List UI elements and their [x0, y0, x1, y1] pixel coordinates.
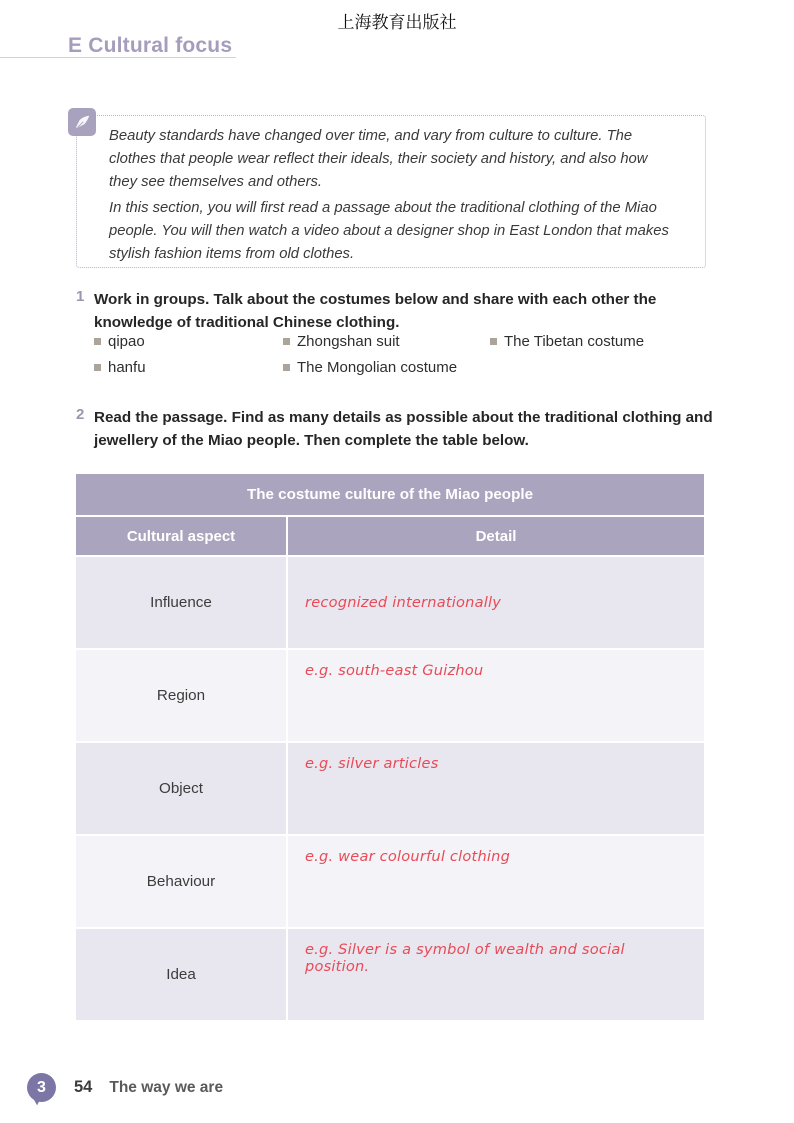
costume-label: hanfu: [108, 359, 146, 376]
aspect-cell: Idea: [76, 929, 286, 1020]
costume-label: qipao: [108, 333, 145, 350]
intro-paragraph-1: Beauty standards have changed over time, and vary from culture to culture. The clothes that people wear reflect their ideals, their society and history, and also how they see themselves and others.: [109, 128, 648, 190]
costume-list: [94, 333, 644, 376]
exercise-1-instruction: Work in groups. Talk about the costumes below and share with each other the knowledge of traditional Chinese clothing.: [94, 291, 657, 331]
list-item: [283, 359, 490, 376]
exercise-2-instruction: Read the passage. Find as many details as possible about the traditional clothing and jewellery of the Miao people. Then complete the table below.: [94, 409, 713, 449]
unit-number-badge: [27, 1073, 56, 1102]
heading-underline: [0, 57, 236, 58]
list-item: [283, 333, 490, 350]
page-number: 54: [74, 1078, 93, 1096]
unit-title: The way we are: [109, 1078, 224, 1096]
exercise-2-number: 2: [76, 406, 85, 423]
aspect-cell: Behaviour: [76, 836, 286, 927]
pen-nib-icon: [68, 108, 96, 136]
bullet-square-icon: [283, 364, 290, 371]
page-footer: [27, 1073, 223, 1102]
detail-answer: e.g. Silver is a symbol of wealth and social position.: [288, 929, 704, 1020]
aspect-cell: Influence: [76, 557, 286, 648]
detail-answer: recognized internationally: [288, 557, 704, 648]
detail-answer: e.g. silver articles: [288, 743, 704, 834]
list-item: [490, 333, 644, 350]
column-header-detail: Detail: [288, 517, 704, 555]
intro-box: [76, 115, 706, 268]
costume-label: The Tibetan costume: [504, 333, 645, 350]
detail-answer: e.g. south-east Guizhou: [288, 650, 704, 741]
list-item: [94, 359, 283, 376]
publisher-name: 上海教育出版社: [337, 13, 457, 33]
table-title: The costume culture of the Miao people: [76, 474, 704, 515]
bullet-square-icon: [94, 338, 101, 345]
bullet-square-icon: [94, 364, 101, 371]
column-header-aspect: Cultural aspect: [76, 517, 286, 555]
exercise-1-number: 1: [76, 288, 85, 305]
detail-answer: e.g. wear colourful clothing: [288, 836, 704, 927]
bullet-square-icon: [490, 338, 497, 345]
unit-number: 3: [37, 1078, 46, 1096]
exercise-1: [76, 288, 716, 334]
costume-label: Zhongshan suit: [297, 333, 400, 350]
intro-paragraph-2: In this section, you will first read a passage about the traditional clothing of the Miao people. You will then watch a video about a designer shop in East London that makes stylish fashion items from old clothes.: [109, 200, 669, 262]
aspect-cell: Region: [76, 650, 286, 741]
costume-culture-table: [76, 474, 704, 1020]
bullet-square-icon: [283, 338, 290, 345]
exercise-2: [76, 406, 716, 452]
list-item: [94, 333, 283, 350]
section-heading: E Cultural focus: [68, 34, 233, 57]
costume-label: The Mongolian costume: [297, 359, 458, 376]
aspect-cell: Object: [76, 743, 286, 834]
